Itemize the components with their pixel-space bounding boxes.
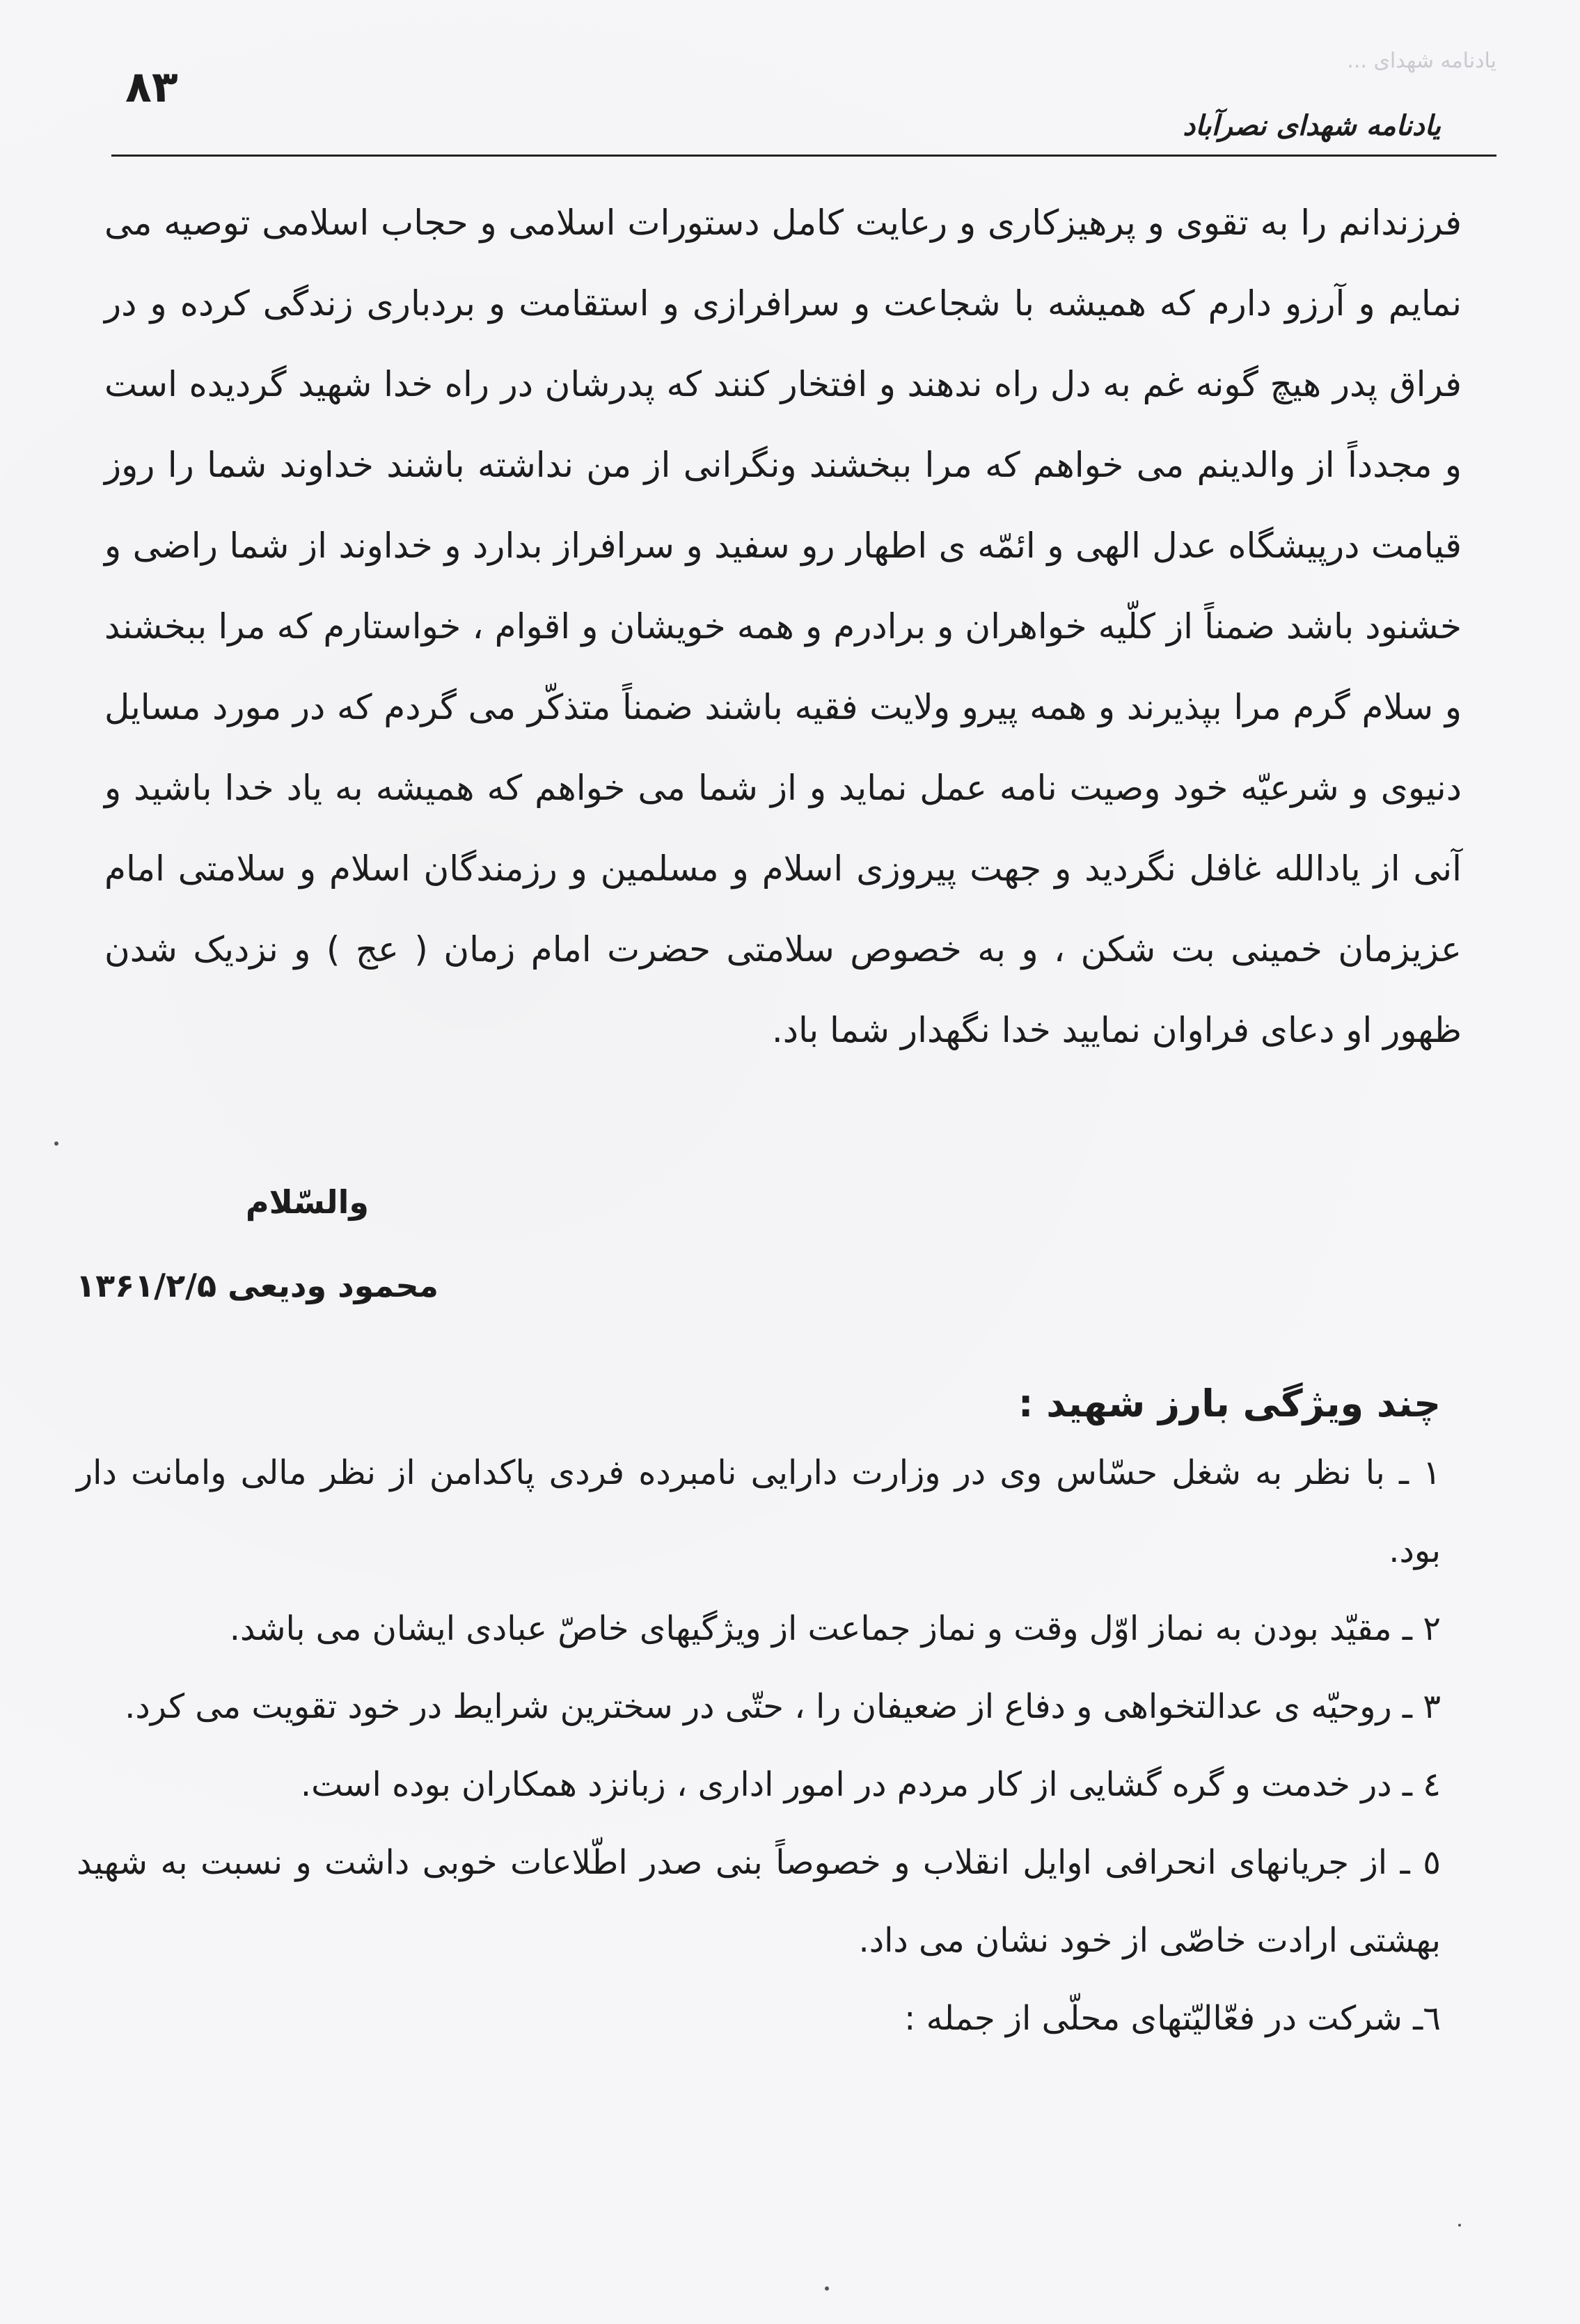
signoff: والسّلام: [245, 1183, 369, 1221]
list-item: ٥ ـ از جریانهای انحرافی اوایل انقلاب و خصوصاً بنی صدر اطّلاعات خوبی داشت و نسبت به شهید بهشتی ارادت خاصّی از خود نشان می داد.: [77, 1843, 1441, 1960]
paper-speck: [825, 2286, 829, 2291]
paper-speck: [54, 1141, 58, 1146]
page-number: ۸۳: [125, 61, 178, 112]
trait-list: [77, 1434, 1441, 2057]
header-rule: [111, 155, 1496, 157]
paper-speck: [1458, 2224, 1461, 2227]
will-text: [104, 182, 1462, 1070]
section-heading: چند ویژگی بارز شهید :: [1018, 1382, 1441, 1425]
bleed-through-text: یادنامه شهدای ...: [1347, 49, 1496, 73]
signature-line: محمود ودیعی ۱۳۶۱/۲/۵: [76, 1267, 439, 1304]
running-header: یادنامه شهدای نصرآباد: [1183, 110, 1441, 142]
list-item: ۳ ـ روحیّه ی عدالتخواهی و دفاع از ضعیفان را ، حتّی در سخترین شرایط در خود تقویت می کرد.: [125, 1687, 1441, 1726]
will-paragraph: فرزندانم را به تقوی و پرهیزکاری و رعایت کامل دستورات اسلامی و حجاب اسلامی توصیه می نمایم و آرزو دارم که همیشه با شجاعت و سرافرازی و استقامت و بردباری زندگی کرده و در فراق پدر هیچ گونه غم به دل راه ندهند و افتخار کنند که پدرشان در راه خدا شهید گردیده است و مجدداً از والدینم می خواهم که مرا ببخشند ونگرانی از من نداشته باشند خداوند شما را روز قیامت درپیشگاه عدل الهی و ائمّه ی اطهار رو سفید و سرافراز بدارد و خداوند از شما راضی و خشنود باشد ضمناً از کلّیه خواهران و برادرم و همه خویشان و اقوام ، خواستارم که مرا ببخشند و سلام گرم مرا بپذیرند و همه پیرو ولایت فقیه باشند ضمناً متذکّر می گردم که در مورد مسایل دنیوی و شرعیّه خود وصیت نامه عمل نماید و از شما می خواهم که همیشه به یاد خدا باشید و آنی از یادالله غافل نگردید و جهت پیروزی اسلام و مسلمین و رزمندگان اسلام و سلامتی امام عزیزمان خمینی بت شکن ، و به خصوص سلامتی حضرت امام زمان ( عج ) و نزدیک شدن ظهور او دعای فراوان نمایید خدا نگهدار شما باد.: [104, 203, 1462, 1050]
list-item: ۱ ـ با نظر به شغل حسّاس وی در وزارت دارایی نامبرده فردی پاکدامن از نظر مالی وامانت دار بود.: [77, 1453, 1441, 1570]
list-item: ٤ ـ در خدمت و گره گشایی از کار مردم در امور اداری ، زبانزد همکاران بوده است.: [300, 1765, 1441, 1804]
list-item: ۲ ـ مقیّد بودن به نماز اوّل وقت و نماز جماعت از ویژگیهای خاصّ عبادی ایشان می باشد.: [229, 1609, 1441, 1648]
list-item: ٦ـ شرکت در فعّالیّتهای محلّی از جمله :: [904, 1999, 1441, 2038]
